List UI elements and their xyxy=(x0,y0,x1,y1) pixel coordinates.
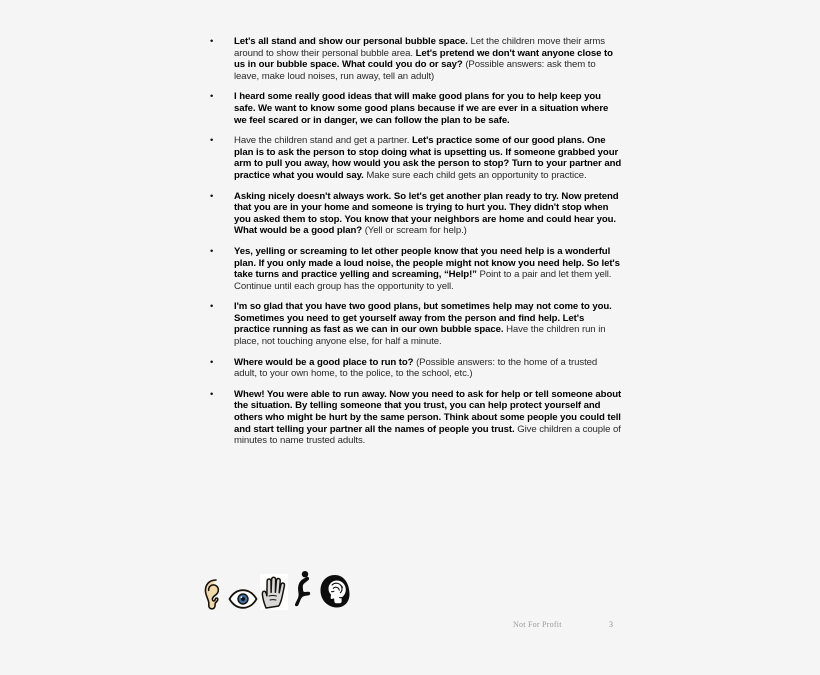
text-segment: I'm so glad that you have two good plans, but sometimes help may not come to you. Sometimes you need to get yourself away from the person and find help. Let's practice running as fast as we can in our own bubble space. xyxy=(234,301,612,336)
text-segment: Let's pretend we don't want anyone close to us in our bubble space. What could you do or say? xyxy=(234,47,613,71)
bullet-marker: • xyxy=(210,301,214,313)
text-segment: Where would be a good place to run to? xyxy=(234,356,414,368)
text-segment: Yes, yelling or screaming to let other people know that you need help is a wonderful plan. If you only made a loud noise, the people might not know you need help. So let's take turns and practice yelling and screaming, “Help!” xyxy=(234,245,620,281)
list-item xyxy=(210,246,622,292)
ear-icon xyxy=(200,578,226,610)
head-brain-icon xyxy=(318,574,352,610)
text-segment: Have the children run in place, not touching anyone else, for half a minute. xyxy=(234,324,606,348)
bullet-text-tell-someone xyxy=(234,389,622,447)
bullet-text-where-to-run xyxy=(234,357,622,380)
list-item xyxy=(210,91,622,126)
bullet-marker: • xyxy=(210,91,214,103)
list-item xyxy=(210,389,622,447)
list-item xyxy=(210,357,622,380)
text-segment: Let's practice some of our good plans. One plan is to ask the person to stop doing what is upsetting us. If someone grabbed your arm to pull you away, how would you ask the person to stop? Turn to your partner and practice what you would say. xyxy=(234,135,622,181)
bullet-marker: • xyxy=(210,356,214,368)
bullet-text-asking-nicely xyxy=(234,191,622,237)
text-segment: Give children a couple of minutes to name trusted adults. xyxy=(234,423,621,447)
sensory-icon-strip xyxy=(200,568,355,610)
text-segment: Let's all stand and show our personal bubble space. xyxy=(234,36,468,47)
footer-label: Not For Profit xyxy=(513,620,562,629)
text-segment: I heard some really good ideas that will make good plans for you to help keep you safe. We want to know some good plans because if we are ever in a situation where we feel scared or in danger, we can follow the plan to be safe. xyxy=(234,91,609,126)
page-number: 3 xyxy=(609,620,613,629)
list-item xyxy=(210,36,622,82)
list-item xyxy=(210,191,622,237)
text-segment: Let the children move their arms around to show their personal bubble area. xyxy=(234,36,605,59)
stretching-figure-icon xyxy=(290,570,316,610)
text-segment: (Yell or scream for help.) xyxy=(362,225,467,237)
text-segment: Have the children stand and get a partner. xyxy=(234,135,410,147)
bullet-text-yelling-screaming xyxy=(234,246,622,292)
list-item xyxy=(210,301,622,347)
bullet-text-running-away xyxy=(234,301,622,347)
bullet-marker: • xyxy=(210,388,214,400)
bullet-marker: • xyxy=(210,135,214,147)
bullet-marker: • xyxy=(210,36,214,47)
text-segment: Make sure each child gets an opportunity to practice. xyxy=(363,169,587,181)
page-footer xyxy=(0,620,820,640)
hand-icon xyxy=(260,574,288,610)
text-segment: Whew! You were able to run away. Now you need to ask for help or tell someone about the situation. By telling someone that you trust, you can help protect yourself and others who might be hurt by the same person. Think about some people you could tell and start telling your partner all the names of people you trust. xyxy=(234,388,622,435)
text-segment: (Possible answers: ask them to leave, make loud noises, run away, tell an adult) xyxy=(234,59,596,82)
lesson-bullet-list xyxy=(210,36,622,456)
bullet-text-bubble-space xyxy=(234,36,622,82)
bullet-marker: • xyxy=(210,245,214,257)
bullet-text-practice-with-partner xyxy=(234,135,622,181)
text-segment: Point to a pair and let them yell. Continue until each group has the opportunity to yell. xyxy=(234,269,612,292)
list-item xyxy=(210,135,622,181)
text-segment: Asking nicely doesn't always work. So let's get another plan ready to try. Now pretend that you are in your home and someone is trying to hurt you. They didn't stop when you asked them to stop. You know that your neighbors are home and could hear you. What would be a good plan? xyxy=(234,190,619,237)
text-segment: (Possible answers: to the home of a trusted adult, to your own home, to the police, to the school, etc.) xyxy=(234,356,598,380)
bullet-text-good-ideas-plans xyxy=(234,91,622,126)
eye-icon xyxy=(228,588,258,610)
bullet-marker: • xyxy=(210,190,214,202)
